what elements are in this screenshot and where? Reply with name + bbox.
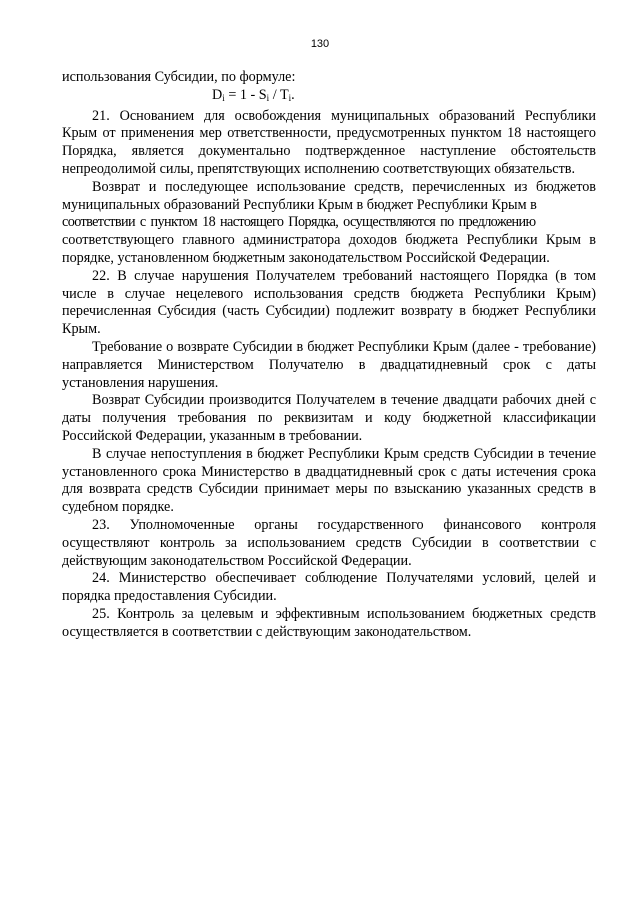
paragraph-non-receipt: В случае непоступления в бюджет Республики Крым средств Субсидии в течение установленного срока Министерство в двадцатидневный срок с даты истечения срока для возврата средств Субсидии принимает меры по взысканию указанных средств в судебном порядке.	[62, 445, 596, 516]
formula	[62, 87, 596, 108]
formula-t-subscript: i	[288, 92, 292, 103]
document-body	[62, 69, 596, 642]
paragraph-24: 24. Министерство обеспечивает соблюдение Получателями условий, целей и порядка предоставления Субсидии.	[62, 570, 596, 605]
intro-line: использования Субсидии, по формуле:	[62, 69, 296, 85]
paragraph-21: 21. Основанием для освобождения муниципальных образований Республики Крым от применения мер ответственности, предусмотренных пунктом 18 настоящего Порядка, является документально подтвержденное наступление обстоятельств непреодолимой силы, препятствующих исполнению соответствующих обязательств.	[62, 107, 596, 177]
paragraph-return-funds-continued: соответствующего главного администратора доходов бюджета Республики Крым в порядке, установленном бюджетным законодательством Российской Федерации.	[62, 232, 596, 266]
paragraph-23: 23. Уполномоченные органы государственного финансового контроля осуществляют контроль за использованием средств Субсидии в соответствии с действующим законодательством Российской Федерации.	[62, 516, 596, 569]
paragraph-25: 25. Контроль за целевым и эффективным использованием бюджетных средств осуществляется в соответствии с действующим законодательством.	[62, 605, 596, 640]
paragraph-return-funds-condensed-line: соответствии с пунктом 18 настоящего Порядка, осуществляются по предложению	[62, 214, 536, 231]
formula-end: .	[291, 86, 295, 103]
formula-equals: = 1 - S	[224, 86, 267, 103]
paragraph-requirement: Требование о возврате Субсидии в бюджет Республики Крым (далее - требование) направляется Министерством Получателю в двадцатидневный срок с даты установления нарушения.	[62, 338, 596, 391]
page-number: 130	[310, 38, 330, 50]
paragraph-refund: Возврат Субсидии производится Получателем в течение двадцати рабочих дней с даты получения требования по реквизитам и коду бюджетной классификации Российской Федерации, указанным в требовании.	[62, 392, 596, 444]
formula-lhs-subscript: i	[222, 92, 225, 103]
formula-divide: / T	[269, 86, 289, 103]
paragraph-22: 22. В случае нарушения Получателем требований настоящего Порядка (в том числе в случае нецелевого использования средств бюджета Республики Крым) перечисленная Субсидия (часть Субсидии) подлежит возврату в бюджет Республики Крым.	[62, 267, 596, 338]
paragraph-return-funds: Возврат и последующее использование средств, перечисленных из бюджетов муниципальных образований Республики Крым в бюджет Республики Крым в	[62, 178, 596, 213]
formula-s-subscript: i	[266, 92, 270, 103]
formula-lhs: D	[212, 86, 223, 103]
